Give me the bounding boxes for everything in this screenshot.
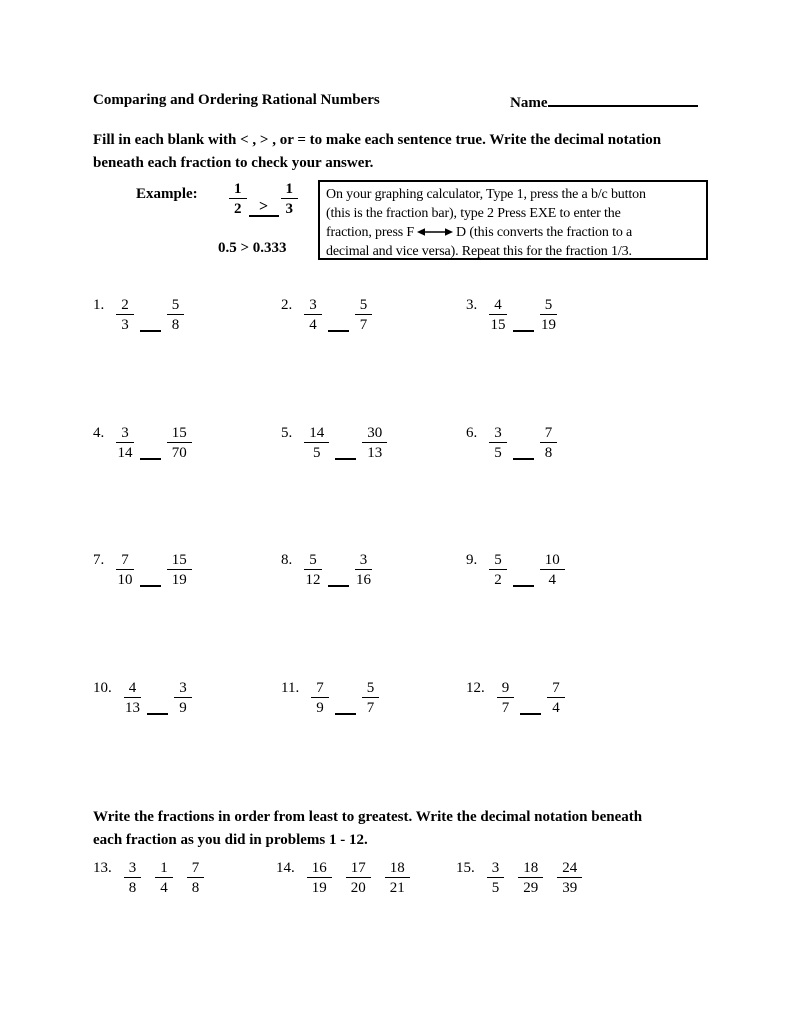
problem-number: 9.	[466, 552, 478, 568]
name-field	[510, 92, 698, 112]
fraction: $\frac{3}{5}$	[487, 860, 505, 896]
fraction	[281, 181, 299, 217]
fraction: $\frac{5}{7}$	[355, 297, 373, 333]
problem-number: 3.	[466, 297, 478, 313]
name-label: Name	[510, 95, 548, 111]
answer-blank	[147, 713, 168, 715]
example-decimal-check: 0.5 > 0.333	[218, 240, 287, 256]
fraction-numerator: 1	[229, 181, 247, 199]
instructions-top-line1: Fill in each blank with < , > , or = to make each sentence true. Write the decimal notation	[93, 132, 662, 148]
problem-number: 8.	[281, 552, 293, 568]
problem-14	[276, 860, 424, 896]
answer-blank	[520, 713, 541, 715]
calc-box-line1: On your graphing calculator, Type 1, press the a b/c button	[326, 187, 646, 202]
fraction: $\frac{1}{4}$	[155, 860, 173, 896]
fraction: $\frac{18}{29}$	[518, 860, 543, 896]
problem-6	[466, 425, 557, 461]
answer-blank	[140, 585, 161, 587]
problem-number: 12.	[466, 680, 485, 696]
fraction: $\frac{16}{19}$	[307, 860, 332, 896]
answer-blank	[140, 458, 161, 460]
fraction: $\frac{3}{9}$	[174, 680, 192, 716]
problem-number: 4.	[93, 425, 105, 441]
instructions-bottom	[93, 806, 642, 852]
fraction: $\frac{17}{20}$	[346, 860, 371, 896]
fraction: $\frac{15}{19}$	[167, 552, 192, 588]
instructions-top	[93, 129, 661, 175]
fraction: $\frac{14}{5}$	[304, 425, 329, 461]
problem-number: 11.	[281, 680, 300, 696]
fraction: $\frac{15}{70}$	[167, 425, 192, 461]
fraction: $\frac{7}{8}$	[540, 425, 558, 461]
problem-4	[93, 425, 192, 461]
fraction: $\frac{5}{8}$	[167, 297, 185, 333]
problem-number: 5.	[281, 425, 293, 441]
fraction: $\frac{18}{21}$	[385, 860, 410, 896]
answer-blank	[328, 585, 349, 587]
problem-7	[93, 552, 192, 588]
fraction-denominator: 3	[285, 201, 293, 217]
instructions-bottom-line1: Write the fractions in order from least to greatest. Write the decimal notation beneath	[93, 809, 643, 825]
fraction	[229, 181, 247, 217]
problem-15	[456, 860, 596, 896]
fraction-denominator: 2	[234, 201, 242, 217]
calc-box-line2: (this is the fraction bar), type 2 Press EXE to enter the	[326, 206, 621, 221]
answer-blank	[335, 713, 356, 715]
problem-3	[466, 297, 557, 333]
fraction: $\frac{9}{7}$	[497, 680, 515, 716]
calc-box-line3: fraction, press F D (this converts the fraction to a	[326, 225, 633, 240]
fraction: $\frac{24}{39}$	[557, 860, 582, 896]
problem-11	[281, 680, 379, 716]
fraction: $\frac{7}{9}$	[311, 680, 329, 716]
answer-blank	[513, 330, 534, 332]
problem-number: 13.	[93, 860, 112, 876]
fraction: $\frac{3}{8}$	[124, 860, 142, 896]
answer-blank	[513, 458, 534, 460]
calculator-instructions-box	[318, 180, 708, 260]
problem-1	[93, 297, 184, 333]
name-blank-line	[548, 92, 698, 107]
fraction: $\frac{3}{5}$	[489, 425, 507, 461]
instructions-bottom-line2: each fraction as you did in problems 1 - 12.	[93, 832, 368, 848]
fraction: $\frac{7}{10}$	[117, 552, 133, 588]
fraction: $\frac{4}{13}$	[125, 680, 140, 716]
fraction: $\frac{3}{4}$	[304, 297, 322, 333]
fraction: $\frac{3}{16}$	[356, 552, 371, 588]
example-problem	[229, 181, 298, 217]
problem-8	[281, 552, 372, 588]
fraction: $\frac{10}{4}$	[540, 552, 565, 588]
answer-blank	[140, 330, 161, 332]
problem-5	[281, 425, 387, 461]
problem-number: 7.	[93, 552, 105, 568]
answer-blank	[328, 330, 349, 332]
fraction: $\frac{2}{3}$	[116, 297, 134, 333]
answer-blank	[335, 458, 356, 460]
left-right-arrow-icon	[417, 227, 453, 237]
calc-box-line4: decimal and vice versa). Repeat this for the fraction 1/3.	[326, 244, 632, 259]
fraction: $\frac{5}{12}$	[305, 552, 321, 588]
problem-number: 10.	[93, 680, 112, 696]
fraction-numerator: 1	[281, 181, 299, 199]
problem-number: 2.	[281, 297, 293, 313]
problem-number: 15.	[456, 860, 475, 876]
fraction: $\frac{3}{14}$	[117, 425, 133, 461]
problem-12	[466, 680, 565, 716]
page-title: Comparing and Ordering Rational Numbers	[93, 92, 380, 108]
instructions-top-line2: beneath each fraction to check your answer.	[93, 155, 374, 171]
fraction: $\frac{5}{7}$	[362, 680, 380, 716]
example-answer: >	[249, 198, 279, 217]
problem-number: 14.	[276, 860, 295, 876]
problem-9	[466, 552, 565, 588]
answer-blank	[513, 585, 534, 587]
problem-10	[93, 680, 192, 716]
problem-13	[93, 860, 218, 896]
problem-2	[281, 297, 372, 333]
fraction: $\frac{7}{4}$	[547, 680, 565, 716]
problem-number: 6.	[466, 425, 478, 441]
fraction: $\frac{7}{8}$	[187, 860, 205, 896]
fraction: $\frac{4}{15}$	[490, 297, 506, 333]
fraction: $\frac{30}{13}$	[362, 425, 387, 461]
example-label: Example:	[136, 186, 198, 202]
problem-number: 1.	[93, 297, 105, 313]
fraction: $\frac{5}{2}$	[489, 552, 507, 588]
fraction: $\frac{5}{19}$	[541, 297, 556, 333]
